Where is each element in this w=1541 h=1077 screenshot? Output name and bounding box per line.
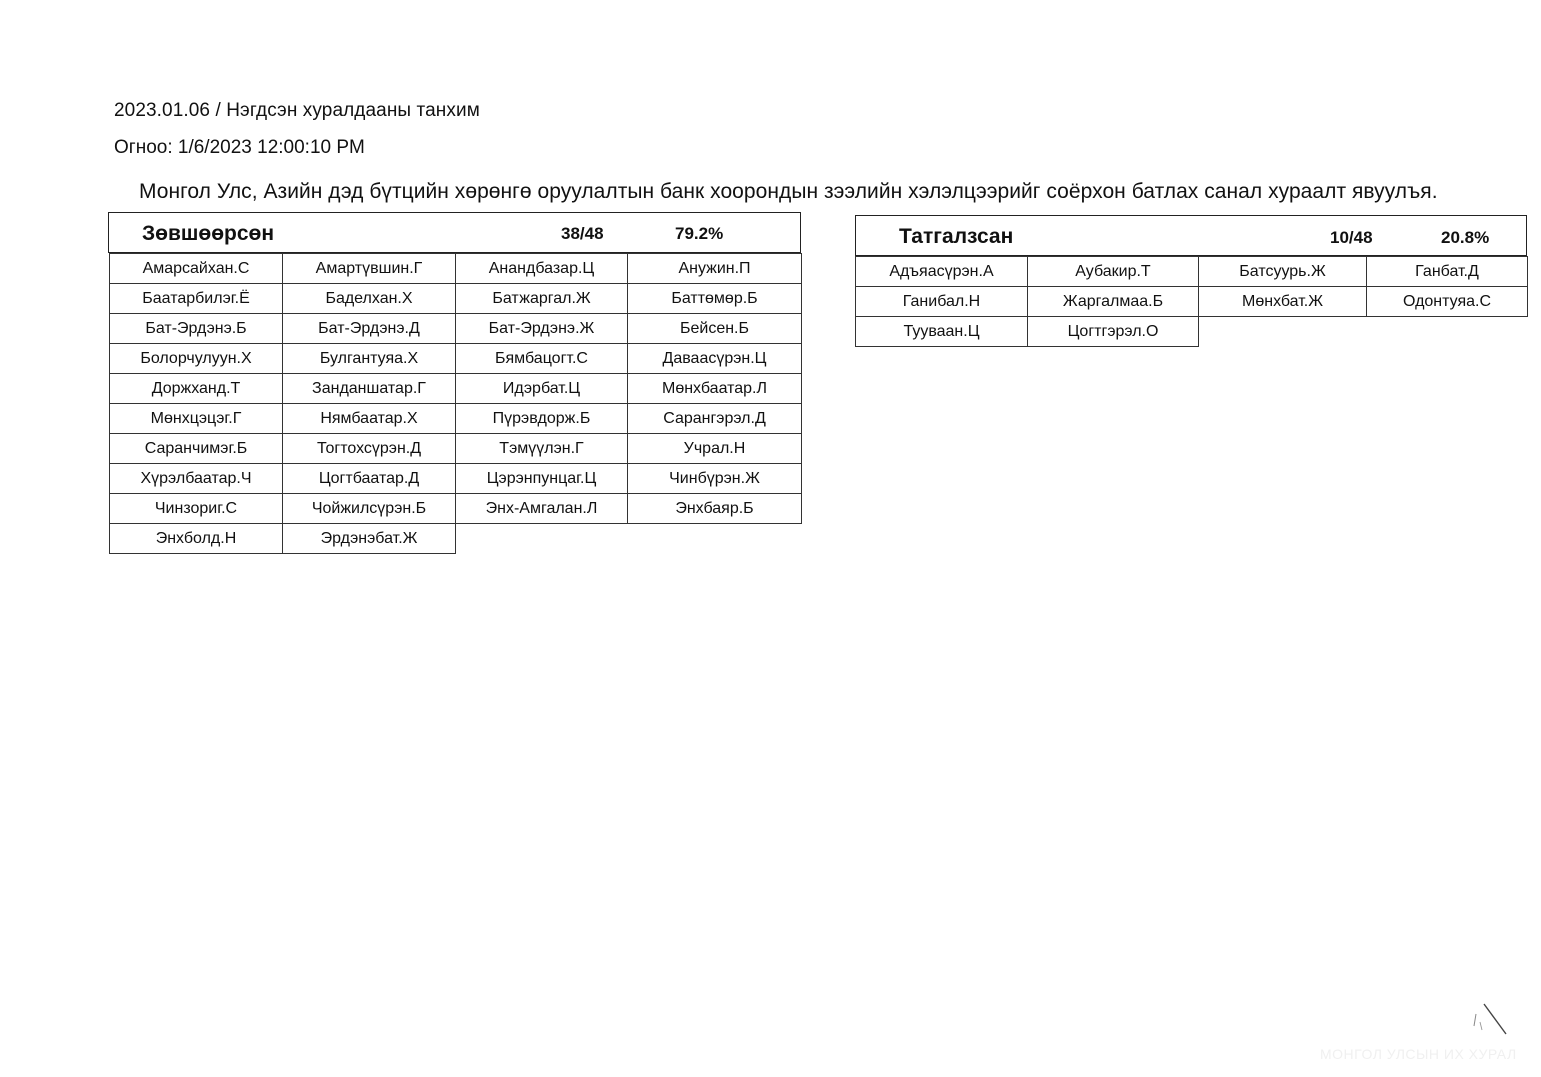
- name-cell: Бат-Эрдэнэ.Д: [283, 314, 456, 344]
- name-cell: Эрдэнэбат.Ж: [283, 524, 456, 554]
- name-cell: Нямбаатар.Х: [283, 404, 456, 434]
- table-row: [110, 284, 802, 314]
- name-cell: Цогтгэрэл.О: [1028, 317, 1199, 347]
- name-cell: Адъяасүрэн.А: [856, 257, 1028, 287]
- name-cell: Баделхан.Х: [283, 284, 456, 314]
- name-cell: Тэмүүлэн.Г: [456, 434, 628, 464]
- name-cell: Мөнхбаатар.Л: [628, 374, 802, 404]
- name-cell: Анандбазар.Ц: [456, 254, 628, 284]
- name-cell: Бат-Эрдэнэ.Б: [110, 314, 283, 344]
- name-cell: Баттөмөр.Б: [628, 284, 802, 314]
- empty-cell: [456, 524, 628, 554]
- approved-header: [108, 212, 801, 253]
- name-cell: Чойжилсүрэн.Б: [283, 494, 456, 524]
- name-cell: Хүрэлбаатар.Ч: [110, 464, 283, 494]
- name-cell: Энхбаяр.Б: [628, 494, 802, 524]
- name-cell: Идэрбат.Ц: [456, 374, 628, 404]
- name-cell: Ганибал.Н: [856, 287, 1028, 317]
- name-cell: Бейсен.Б: [628, 314, 802, 344]
- table-row: [110, 434, 802, 464]
- table-row: [110, 494, 802, 524]
- approved-block: [108, 212, 801, 552]
- name-cell: Доржханд.Т: [110, 374, 283, 404]
- rejected-count: 10/48: [1330, 228, 1373, 247]
- date-line: Огноо: 1/6/2023 12:00:10 PM: [114, 137, 365, 158]
- name-cell: Мөнхцэцэг.Г: [110, 404, 283, 434]
- name-cell: Занданшатар.Г: [283, 374, 456, 404]
- name-cell: Энх-Амгалан.Л: [456, 494, 628, 524]
- name-cell: Сарангэрэл.Д: [628, 404, 802, 434]
- name-cell: Энхболд.Н: [110, 524, 283, 554]
- name-cell: Батсуурь.Ж: [1199, 257, 1367, 287]
- name-cell: Тогтохсүрэн.Д: [283, 434, 456, 464]
- name-cell: Цэрэнпунцаг.Ц: [456, 464, 628, 494]
- table-row: [110, 344, 802, 374]
- session-line: 2023.01.06 / Нэгдсэн хуралдааны танхим: [114, 100, 480, 121]
- approved-count: 38/48: [561, 224, 604, 243]
- empty-cell: [1367, 317, 1528, 347]
- rejected-label: Татгалзсан: [899, 225, 1014, 248]
- watermark-text: МОНГОЛ УЛСЫН ИХ ХУРАЛ: [1320, 1046, 1517, 1062]
- table-row: [856, 257, 1528, 287]
- name-cell: Чинбүрэн.Ж: [628, 464, 802, 494]
- name-cell: Бат-Эрдэнэ.Ж: [456, 314, 628, 344]
- approved-percent: 79.2%: [675, 224, 724, 243]
- seal-stroke-icon: [1470, 1000, 1514, 1044]
- approved-names-table: [109, 253, 802, 554]
- name-cell: Саранчимэг.Б: [110, 434, 283, 464]
- name-cell: Батжаргал.Ж: [456, 284, 628, 314]
- table-row: [856, 287, 1528, 317]
- name-cell: Булгантуяа.Х: [283, 344, 456, 374]
- name-cell: Даваасүрэн.Ц: [628, 344, 802, 374]
- name-cell: Пүрэвдорж.Б: [456, 404, 628, 434]
- table-row: [110, 524, 802, 554]
- approved-label: Зөвшөөрсөн: [142, 222, 275, 245]
- motion-title: Монгол Улс, Азийн дэд бүтцийн хөрөнгө оруулалтын банк хоорондын зээлийн хэлэлцээрийг соёрхон батлах санал хураалт явуулъя.: [139, 180, 1438, 203]
- name-cell: Одонтуяа.С: [1367, 287, 1528, 317]
- seal-mark: [1470, 1000, 1514, 1049]
- name-cell: Ганбат.Д: [1367, 257, 1528, 287]
- name-cell: Цогтбаатар.Д: [283, 464, 456, 494]
- name-cell: Аубакир.Т: [1028, 257, 1199, 287]
- name-cell: Тууваан.Ц: [856, 317, 1028, 347]
- name-cell: Мөнхбат.Ж: [1199, 287, 1367, 317]
- table-row: [110, 464, 802, 494]
- name-cell: Бямбацогт.С: [456, 344, 628, 374]
- empty-cell: [628, 524, 802, 554]
- name-cell: Баатарбилэг.Ё: [110, 284, 283, 314]
- name-cell: Болорчулуун.Х: [110, 344, 283, 374]
- empty-cell: [1199, 317, 1367, 347]
- table-row: [110, 314, 802, 344]
- name-cell: Амарсайхан.С: [110, 254, 283, 284]
- rejected-percent: 20.8%: [1441, 228, 1490, 247]
- rejected-header: [855, 215, 1527, 256]
- name-cell: Чинзориг.С: [110, 494, 283, 524]
- name-cell: Учрал.Н: [628, 434, 802, 464]
- table-row: [110, 404, 802, 434]
- rejected-names-table: [855, 256, 1528, 347]
- table-row: [856, 317, 1528, 347]
- table-row: [110, 254, 802, 284]
- name-cell: Жаргалмаа.Б: [1028, 287, 1199, 317]
- name-cell: Амартүвшин.Г: [283, 254, 456, 284]
- name-cell: Анужин.П: [628, 254, 802, 284]
- rejected-block: [855, 215, 1527, 350]
- table-row: [110, 374, 802, 404]
